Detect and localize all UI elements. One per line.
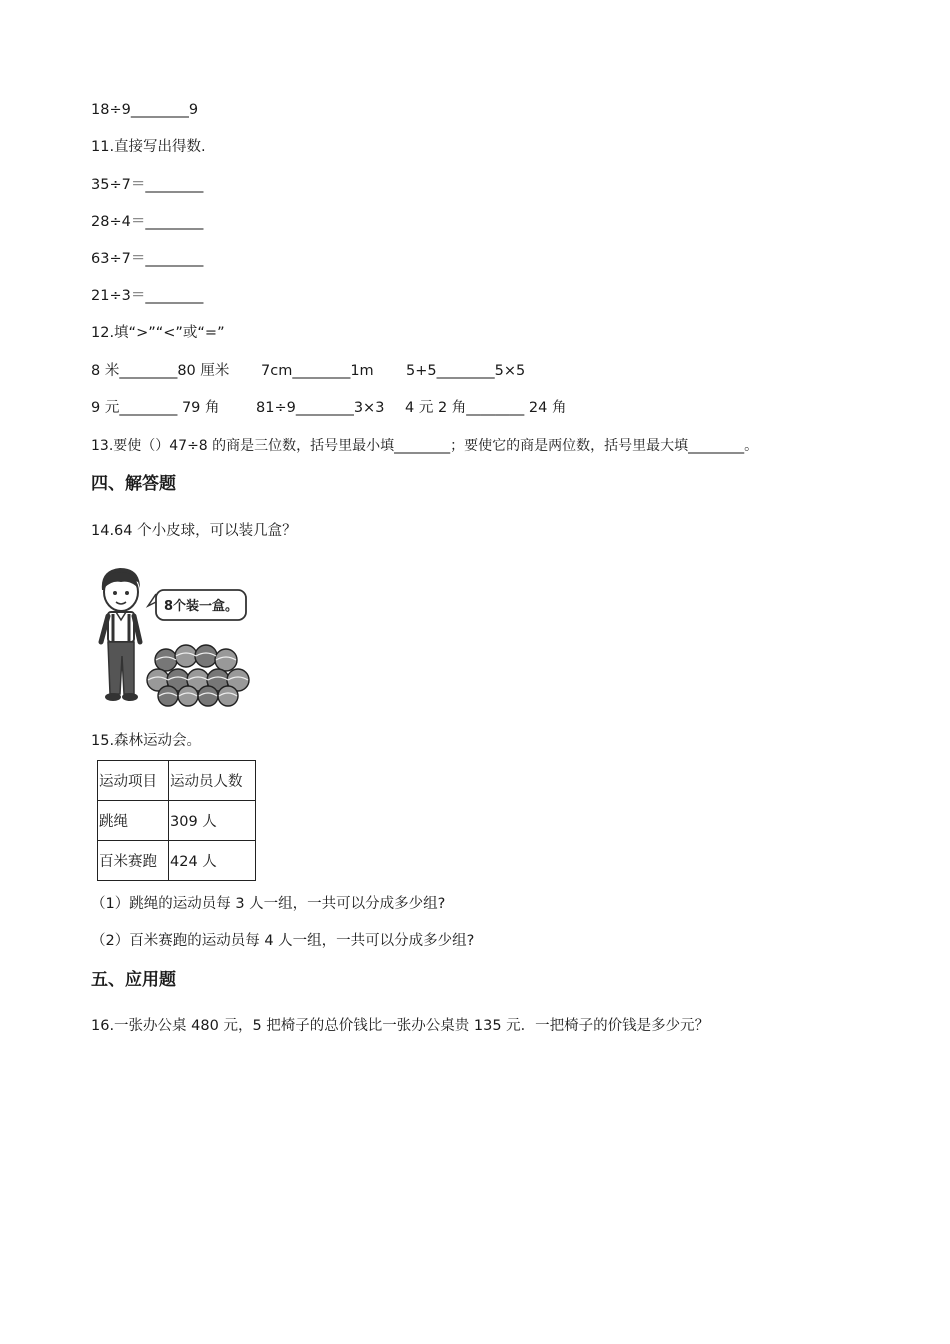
q15-sub-question: （2）百米赛跑的运动员每 4 人一组，一共可以分成多少组? <box>91 933 475 949</box>
q15-sub-question: （1）跳绳的运动员每 3 人一组，一共可以分成多少组? <box>91 896 446 912</box>
q12-item: 8 米________80 厘米 <box>91 363 230 379</box>
q13-text: 13.要使（）47÷8 的商是三位数，括号里最小填________；要使它的商是两位数，括号里最大填________。 <box>91 438 759 454</box>
sports-table <box>97 760 256 881</box>
q11-item: 21÷3＝________ <box>91 288 204 304</box>
q11-item: 35÷7＝________ <box>91 177 204 193</box>
q11-title: 11.直接写出得数. <box>91 139 206 155</box>
q12-row-1 <box>91 361 791 381</box>
table-cell: 309 人 <box>169 801 256 841</box>
table-cell: 百米赛跑 <box>98 841 169 881</box>
q12-row-2 <box>91 398 791 418</box>
q11-item: 63÷7＝________ <box>91 251 204 267</box>
table-header-cell: 运动项目 <box>98 761 169 801</box>
q12-item: 9 元________ 79 角 <box>91 400 220 416</box>
q12-item: 81÷9________3×3 <box>256 400 385 416</box>
table-cell: 跳绳 <box>98 801 169 841</box>
table-header-cell: 运动员人数 <box>169 761 256 801</box>
q15-title: 15.森林运动会。 <box>91 733 202 749</box>
q12-item: 7cm________1m <box>261 363 374 379</box>
q16-text: 16.一张办公桌 480 元，5 把椅子的总价钱比一张办公桌贵 135 元．一把椅子的价钱是多少元？ <box>91 1018 710 1034</box>
table-row <box>98 801 256 841</box>
q12-item: 4 元 2 角________ 24 角 <box>405 400 567 416</box>
q11-item: 28÷4＝________ <box>91 214 204 230</box>
q12-title: 12.填“>”“<”或“=” <box>91 325 225 341</box>
table-row <box>98 841 256 881</box>
table-header-row <box>98 761 256 801</box>
q14-text: 14.64 个小皮球，可以装几盒？ <box>91 523 297 539</box>
q14-illustration <box>88 560 260 710</box>
section-heading: 四、解答题 <box>91 474 176 494</box>
speech-bubble-text: 8个装一盒。 <box>163 599 239 614</box>
q12-item: 5+5________5×5 <box>406 363 526 379</box>
q10-tail: 18÷9________9 <box>91 102 199 118</box>
section-heading: 五、应用题 <box>91 970 176 990</box>
table-cell: 424 人 <box>169 841 256 881</box>
boy-with-balls-illustration <box>88 560 260 710</box>
